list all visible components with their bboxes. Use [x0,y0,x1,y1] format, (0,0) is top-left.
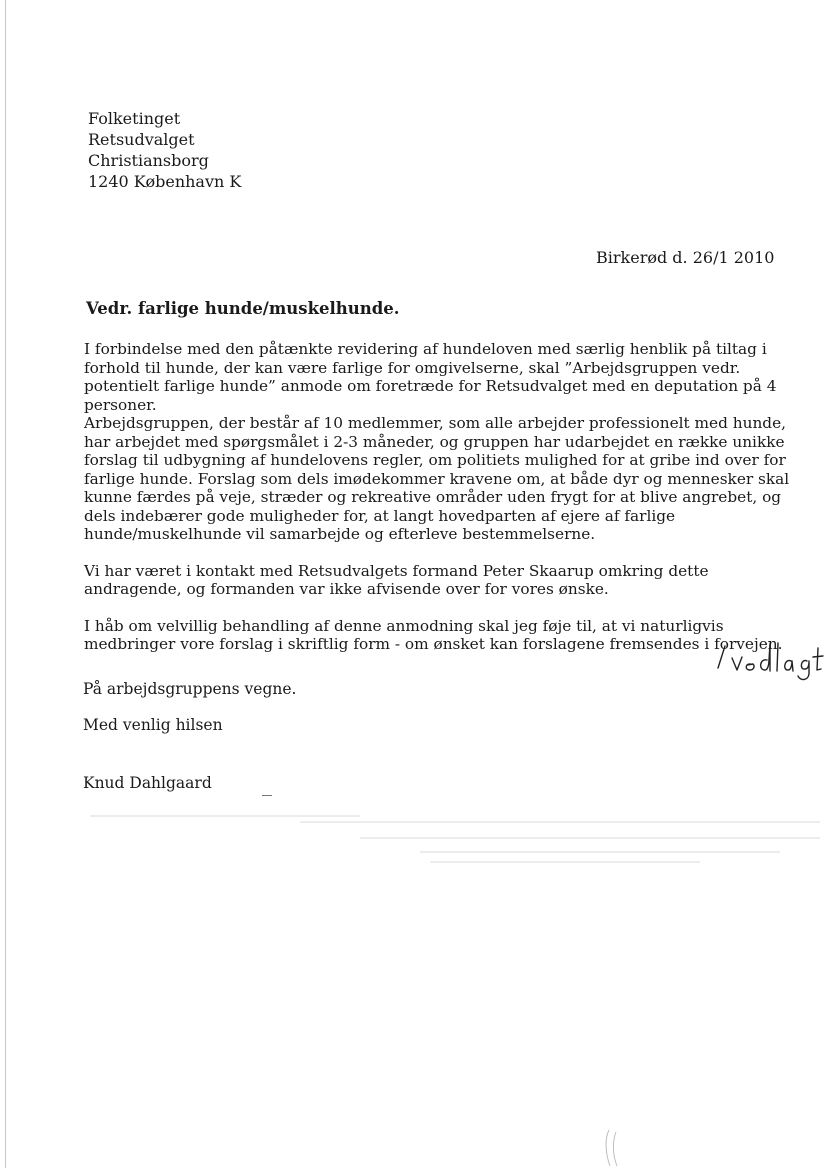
text-line: farlige hunde. Forslag som dels imødekommer kravene om, at både dyr og mennesker skal [84,469,790,488]
letter-date: Birkerød d. 26/1 2010 [596,248,775,267]
paragraph-1 [84,340,790,544]
text-line: medbringer vore forslag i skriftlig form - om ønsket kan forslagene fremsendes i forvejen. [84,635,783,653]
address-line: Folketinget [88,109,181,128]
text-line: personer. [84,395,157,414]
address-line: 1240 København K [88,172,242,191]
text-line: har arbejdet med spørgsmålet i 2-3 måneder, og gruppen har udarbejdet en række unikke [84,432,785,451]
letter-body [84,340,790,654]
recipient-address [88,108,241,192]
text-line: forhold til hunde, der kan være farlige for omgivelserne, skal ”Arbejdsgruppen vedr. [84,358,741,377]
closing-greeting: Med venlig hilsen [83,716,223,734]
text-line: forslag til udbygning af hundelovens regler, om politiets mulighed for at gribe ind over for [84,451,786,469]
text-line: hunde/muskelhunde vil samarbejde og efterleve bestemmelserne. [84,525,596,543]
handwritten-note-vedlagt [712,640,824,682]
address-line: Christiansborg [88,151,209,170]
text-line: I håb om velvillig behandling af denne anmodning skal jeg føje til, at vi naturligvis [84,616,724,635]
text-line: kunne færdes på veje, stræder og rekreative områder uden frygt for at blive angrebet, og [84,488,782,506]
text-line: dels indebærer gode muligheder for, at langt hovedparten af ejere af farlige [84,506,676,525]
text-line: potentielt farlige hunde” anmode om foretræde for Retsudvalget med en deputation på 4 [84,377,777,395]
letter-subject: Vedr. farlige hunde/muskelhunde. [86,299,400,318]
text-line: Vi har været i kontakt med Retsudvalgets formand Peter Skaarup omkring dette [84,561,709,580]
scan-specks [0,800,825,1168]
sender-name: Knud Dahlgaard [83,774,212,792]
closing-behalf: På arbejdsgruppens vegne. [83,680,297,698]
paragraph-3 [84,617,784,654]
text-line: I forbindelse med den påtænkte revidering af hundeloven med særlig henblik på tiltag i [84,340,767,358]
paragraph-2 [84,562,784,599]
text-line: andragende, og formanden var ikke afvisende over for vores ønske. [84,580,609,598]
text-line: Arbejdsgruppen, der består af 10 medlemmer, som alle arbejder professionelt med hunde, [84,414,786,432]
address-line: Retsudvalget [88,130,195,149]
scan-mark [262,795,272,796]
